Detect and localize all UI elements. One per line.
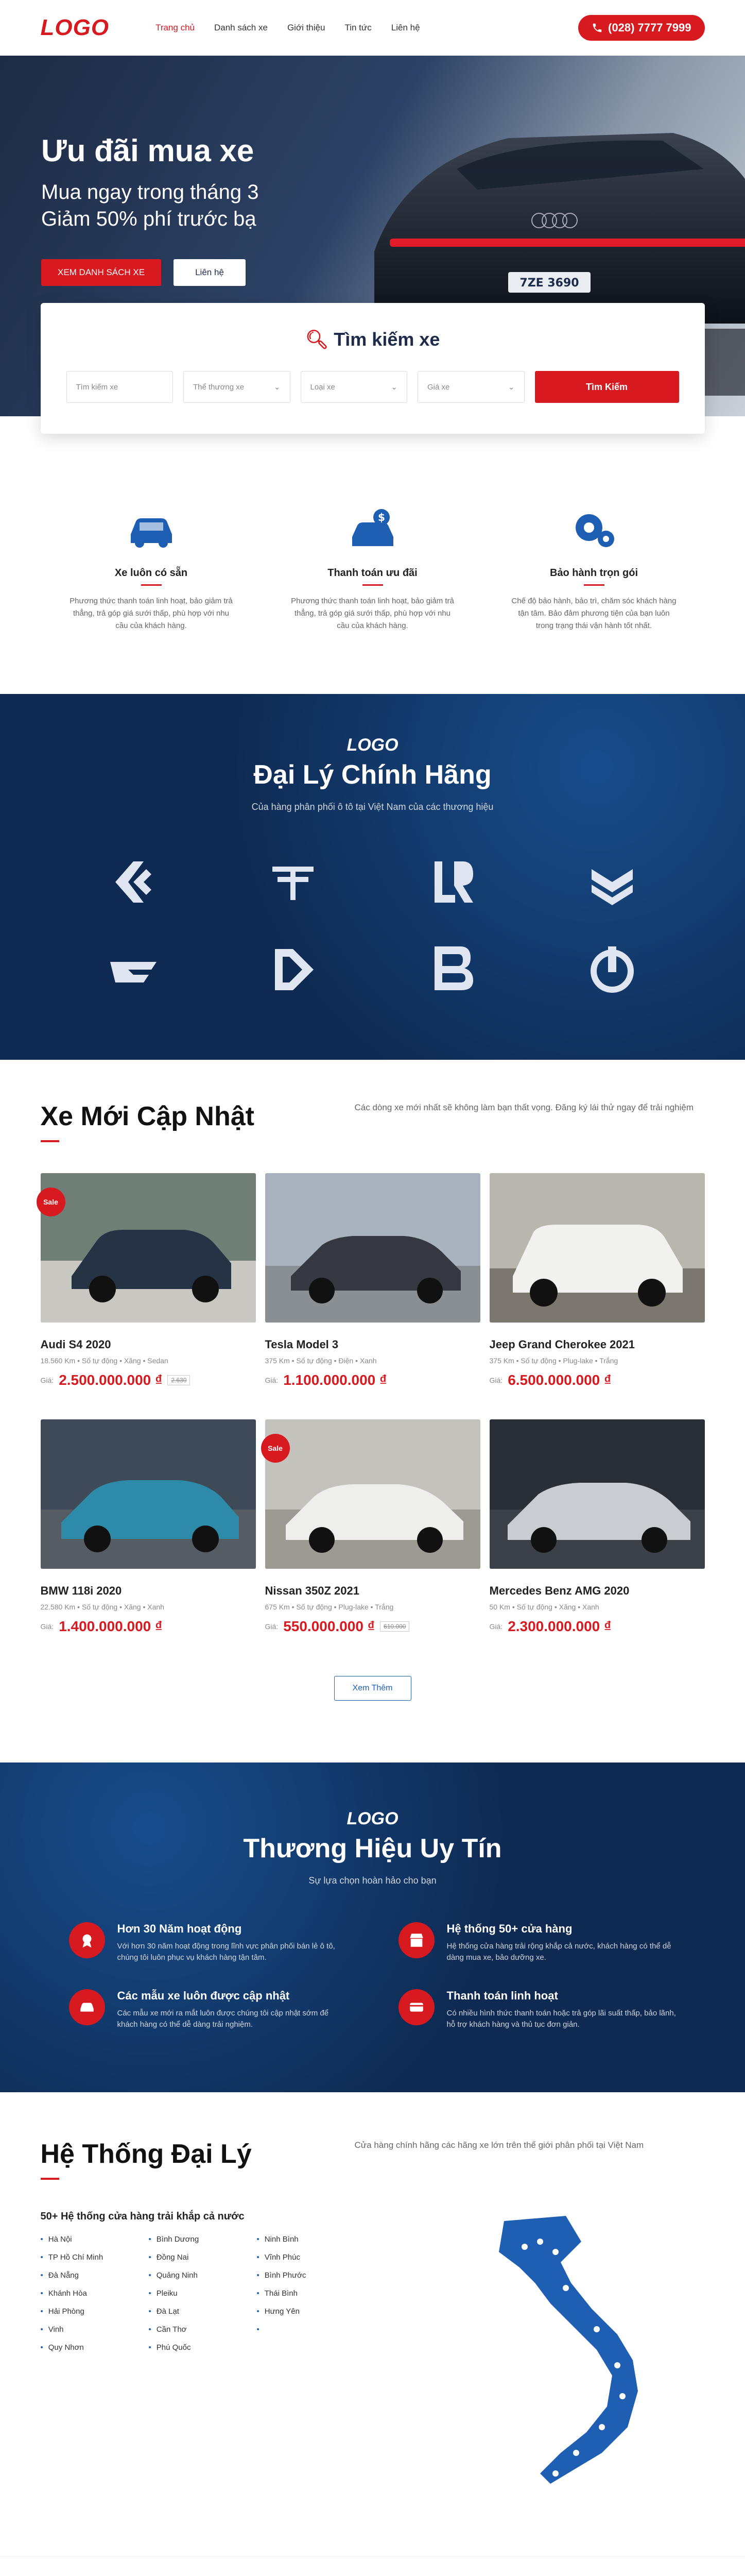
trust-item [399,1989,677,2030]
price-label: Giá: [265,1376,279,1384]
search-button[interactable]: Tìm Kiếm [535,371,679,403]
car-payment-icon [344,506,401,552]
payment-icon [399,1989,435,2025]
brand-logo-2[interactable] [265,854,321,910]
feature-desc: Phương thức thanh toán linh hoạt, bảo giảm trả thẳng, trả góp giá sưới thấp, phù hợp với nhu cầu của khách hàng. [291,597,454,630]
car-price: 2.500.000.000 ₫ [59,1372,163,1388]
car-spec: 50 Km • Số tự động • Xăng • Xanh [489,1603,599,1611]
trusted-brand-section [0,1762,745,2092]
car-spec: 375 Km • Số tự động • Điện • Xanh [265,1357,377,1365]
price-select[interactable] [418,371,525,403]
svg-text:$: $ [377,511,385,523]
hero-contact-button[interactable]: Liên hệ [174,259,246,286]
car-photo[interactable] [41,1419,256,1569]
brand-logo-grid [0,854,745,998]
car-spec: 375 Km • Số tự động • Plug-lake • Trắng [489,1357,618,1365]
search-keyword-input[interactable] [66,371,174,403]
brand-logo-1[interactable] [105,854,162,910]
nav-news[interactable]: Tin tức [344,23,372,32]
trust-item [399,1922,677,1963]
car-image [265,1419,480,1569]
car-name[interactable]: Audi S4 2020 [40,1338,111,1351]
store-count-title: 50+ Hệ thống cửa hàng trải khắp cả nước [40,2211,245,2222]
car-photo[interactable] [41,1173,256,1323]
car-spec: 22.580 Km • Số tự động • Xăng • Xanh [40,1603,164,1611]
car-price: 2.300.000.000 ₫ [508,1618,612,1634]
city-item[interactable]: • Ninh Bình [257,2235,350,2244]
hero-subtitle-1: Mua ngay trong tháng 3 [41,181,259,204]
sale-badge: Sale [261,1434,290,1463]
city-item[interactable]: • Phú Quốc [149,2343,241,2352]
car-price: 550.000.000 ₫ [283,1618,375,1634]
trust-title: Thanh toán linh hoạt [446,1989,558,2002]
car-image [265,1173,480,1323]
site-logo[interactable]: LOGO [40,15,110,40]
city-item[interactable]: • Bình Phước [257,2271,350,2280]
feature-title: Bảo hành trọn gói [509,567,679,586]
brand-logo-3[interactable] [424,854,481,910]
car-image [41,1173,256,1323]
price-label: Giá: [489,1376,503,1384]
price-label: Giá: [489,1622,503,1631]
feature-desc: Chế độ bảo hành, bảo trì, chăm sóc khách hàng tận tâm. Bảo đảm phương tiện của bạn luôn trong trạng thái vận hành tốt nhất. [511,597,677,630]
car-name[interactable]: BMW 118i 2020 [40,1584,122,1597]
car-grid [41,1173,705,1635]
car-price: 6.500.000.000 ₫ [508,1372,612,1388]
brand-select[interactable] [183,371,290,403]
section-desc: Của hàng phân phối ô tô tại Việt Nam của các thương hiệu [251,802,494,812]
feature-title: Xe luôn có sẵn [66,567,236,586]
trust-title: Hơn 30 Năm hoạt động [117,1922,242,1935]
search-section [0,303,745,434]
car-name[interactable]: Mercedes Benz AMG 2020 [489,1584,630,1597]
city-item[interactable]: • Hà Nội [41,2235,133,2244]
section-desc: Cửa hàng chính hãng các hãng xe lớn trên thế giới phân phối tại Việt Nam [354,2140,644,2150]
city-item[interactable]: • Thái Bình [257,2289,350,2298]
trust-title: Hệ thống 50+ cửa hàng [446,1922,573,1935]
medal-icon [69,1922,105,1958]
city-item[interactable]: • Hưng Yên [257,2307,350,2316]
nav-contact[interactable]: Liên hệ [391,23,420,32]
car-image [490,1173,705,1323]
main-nav [155,23,420,33]
city-item[interactable]: • Vĩnh Phúc [257,2253,350,2262]
city-item[interactable]: • Hải Phòng [41,2307,133,2316]
chevron-down-icon: ⌄ [273,383,281,392]
car-photo[interactable] [265,1173,480,1323]
car-price: 1.100.000.000 ₫ [283,1372,387,1388]
brand-select-value: Thể thương xe [193,382,245,392]
brand-logo-7[interactable] [424,941,481,998]
section-title: Thương Hiệu Uy Tín [243,1834,502,1863]
section-logo: LOGO [346,1809,399,1828]
city-item[interactable]: • Khánh Hòa [41,2289,133,2298]
rating-bar [0,2556,745,2576]
trust-desc: Có nhiều hình thức thanh toán hoặc trả góp lãi suất thấp, bảo lãnh, hỗ trợ khách hàng và thủ tục đơn giản. [446,2009,676,2029]
car-photo[interactable] [490,1173,705,1323]
city-item[interactable]: • Vinh [41,2325,133,2334]
trust-title: Các mẫu xe luôn được cập nhật [117,1989,290,2002]
car-card[interactable] [490,1173,705,1388]
trust-desc: Hệ thống cửa hàng trải rộng khắp cả nước, khách hàng có thể dễ dàng mua xe, bảo dưỡng xe. [446,1942,671,1962]
feature-item [66,506,236,632]
dealer-brands-section [0,694,745,1060]
nav-about[interactable]: Giới thiệu [287,23,325,32]
chevron-down-icon: ⌄ [391,383,397,392]
car-icon [69,1989,105,2025]
search-title [61,329,684,350]
car-card[interactable] [41,1173,256,1388]
section-logo: LOGO [346,735,399,755]
dealer-system-section [0,2092,745,2556]
car-photo[interactable] [490,1419,705,1569]
car-card[interactable] [41,1419,256,1635]
car-name[interactable]: Nissan 350Z 2021 [265,1584,359,1597]
header-phone-button[interactable] [578,15,704,41]
type-select-value: Loại xe [310,382,335,392]
city-list [41,2235,350,2352]
city-item[interactable]: • Bình Dương [149,2235,241,2244]
brand-logo-8[interactable] [584,941,640,998]
price-select-value: Giá xe [427,382,450,392]
price-label: Giá: [40,1376,54,1384]
brand-logo-4[interactable] [584,854,640,910]
car-image [490,1419,705,1569]
car-spec: 18.560 Km • Số tự động • Xăng • Sedan [40,1357,168,1365]
car-photo[interactable] [265,1419,480,1569]
search-title-text: Tìm kiếm xe [334,329,440,350]
feature-item [509,506,679,632]
car-card[interactable] [490,1419,705,1635]
site-header [0,0,745,56]
city-item[interactable]: • Đồng Nai [149,2253,241,2262]
license-plate: 7ZE 3690 [519,277,579,290]
new-cars-section [0,1060,745,1762]
feature-item [288,506,458,632]
trust-item [69,1989,347,2030]
old-price: 2.630 [167,1375,190,1385]
feature-title: Thanh toán ưu đãi [288,567,458,586]
car-icon [123,506,180,552]
section-title: Hệ Thống Đại Lý [41,2139,252,2180]
phone-icon [592,22,603,33]
section-desc: Các dòng xe mới nhất sẽ không làm bạn thất vọng. Đăng ký lái thử ngay để trải nghiệm [354,1103,694,1112]
price-label: Giá: [265,1622,279,1631]
vietnam-map [463,2211,705,2499]
section-desc: Sự lựa chọn hoàn hảo cho bạn [308,1875,437,1886]
type-select[interactable] [301,371,408,403]
view-car-list-button[interactable]: XEM DANH SÁCH XE [41,259,161,286]
car-name[interactable]: Tesla Model 3 [265,1338,339,1351]
section-title: Đại Lý Chính Hãng [253,760,492,790]
trust-item [69,1922,347,1963]
city-item[interactable]: • Quy Nhơn [41,2343,133,2352]
feature-desc: Phương thức thanh toán linh hoạt, bảo giảm trả thẳng, trả góp giá sưới thấp, phù hợp với nhu cầu của khách hàng. [70,597,233,630]
city-item[interactable]: • TP Hồ Chí Minh [41,2253,133,2262]
car-spec: 675 Km • Số tự động • Plug-lake • Trắng [265,1603,394,1611]
trust-desc: Các mẫu xe mới ra mắt luôn được chúng tôi cập nhật sớm để khách hàng có thể dễ dàng trải nghiệm. [117,2009,329,2029]
features-section [0,434,745,694]
nav-car-list[interactable]: Danh sách xe [214,23,268,32]
search-keyword-placeholder: Tìm kiếm xe [76,382,118,392]
nav-home[interactable]: Trang chủ [155,23,195,32]
search-box [41,303,705,434]
gear-icon [566,506,622,552]
city-item[interactable]: • Đà Lạt [149,2307,241,2316]
city-item[interactable]: • Quảng Ninh [149,2271,241,2280]
section-title: Xe Mới Cập Nhật [41,1101,254,1142]
chevron-down-icon: ⌄ [508,383,515,392]
car-card[interactable] [265,1419,480,1635]
car-image [41,1419,256,1569]
search-icon: 🔍︎ [305,329,329,350]
city-item[interactable]: • Đà Nẵng [41,2271,133,2280]
city-item[interactable]: • Cần Thơ [149,2325,241,2334]
brand-logo-6[interactable] [265,941,321,998]
car-price: 1.400.000.000 ₫ [59,1618,163,1634]
view-more-button[interactable]: Xem Thêm [334,1676,411,1701]
old-price: 610.000 [380,1621,409,1632]
car-name[interactable]: Jeep Grand Cherokee 2021 [489,1338,635,1351]
hero-title: Ưu đãi mua xe [41,133,254,168]
trust-desc: Với hơn 30 năm hoạt động trong lĩnh vực phân phối bán lẻ ô tô, chúng tôi luôn phục vụ khách hàng tận tâm. [117,1942,335,1962]
sale-badge: Sale [37,1188,65,1216]
header-phone-text: (028) 7777 7999 [608,21,691,34]
brand-logo-5[interactable] [105,941,162,998]
hero-subtitle-2: Giảm 50% phí trước bạ [41,208,256,230]
car-card[interactable] [265,1173,480,1388]
price-label: Giá: [40,1622,54,1631]
store-icon [399,1922,435,1958]
city-item[interactable]: • Pleiku [149,2289,241,2298]
